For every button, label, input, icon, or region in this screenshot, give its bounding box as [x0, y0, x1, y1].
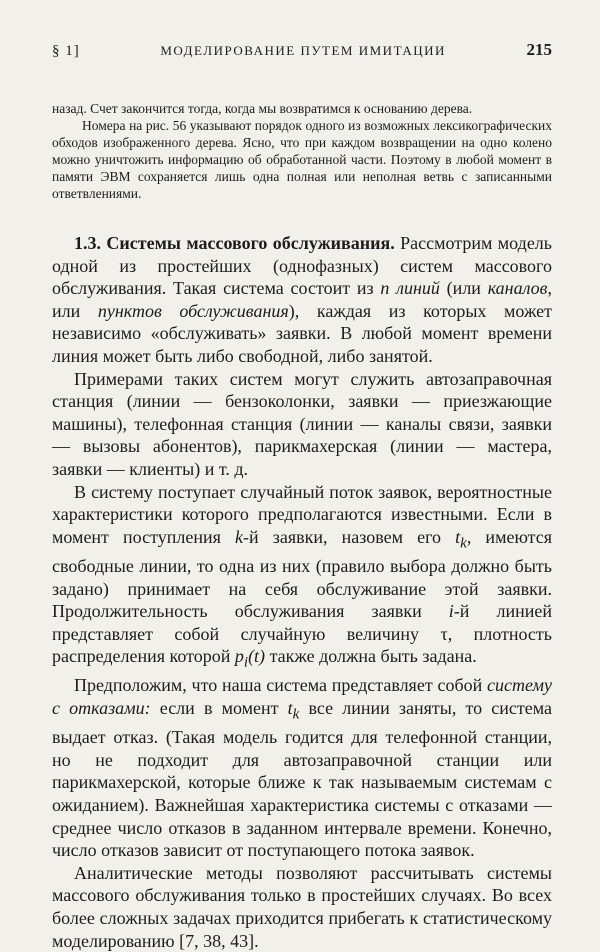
section-paragraph-5: Аналитические методы позволяют рассчитывать системы массового обслуживания только в простейших случаях. Во всех более сложных задачах приходится прибегать к статистическому моделированию [7, 38, 43].	[52, 862, 552, 951]
term-loss-system: систему с отказами:	[52, 675, 552, 719]
section-paragraph-2: Примерами таких систем могут служить автозаправочная станция (линии — бензоколонки, заявки — приезжающие машины), телефонная станция (линии — каналы связи, заявки — вызовы абонентов), парикмахерская (линии — мастера, заявки — клиенты) и т. д.	[52, 368, 552, 479]
term-channels: каналов	[487, 278, 548, 299]
math-t2-sub: k	[292, 706, 300, 723]
section-heading: 1.3. Системы массового обслуживания.	[74, 233, 395, 253]
math-t2: t	[287, 698, 293, 719]
section-paragraph-4: Предположим, что наша система представляет собой систему с отказами: если в момент $t_k$ все линии заняты, то система выдает отказ. (Такая модель годится для телефонной станции, но не подходит для автозаправочной станции или парикмахерской, которые ближе к так называемым системам с ожиданием). Важнейшая характеристика системы с отказами — среднее число отказов в заданном интервале времени. Конечно, число отказов зависит от поступающего потока заявок.	[52, 675, 552, 861]
math-t-sub: k	[460, 535, 467, 552]
section-paragraph-1: 1.3. Системы массового обслуживания. Рассмотрим модель одной из простейших (однофазных) систем массового обслуживания. Такая система состоит из n линий (или каналов, или пунктов обслуживания), каждая из которых может независимо «обслуживать» заявки. В любой момент времени линия может быть либо свободной, либо занятой.	[52, 233, 552, 366]
main-text	[52, 232, 552, 952]
section-paragraph-3: В систему поступает случайный поток заявок, вероятностные характеристики которого предполагаются известными. Если в момент поступления k-й заявки, назовем его $t_k$, имеются свободные линии, то одна из них (правило выбора должно быть задано) принимает на себя обслуживание этой заявки. Продолжительность обслуживания заявки i-й линией представляет собой случайную величину τ, плотность распределения которой $p_i(t)$ также должна быть задана.	[52, 481, 553, 671]
running-title: МОДЕЛИРОВАНИЕ ПУТЕМ ИМИТАЦИИ	[160, 43, 446, 58]
page-number: 215	[526, 40, 552, 59]
small-paragraph-1: назад. Счет закончится тогда, когда мы возвратимся к основанию дерева.	[52, 101, 473, 116]
small-paragraph-2: Номера на рис. 56 указывают порядок одного из возможных лексикографических обходов изображенного дерева. Ясно, что при каждом возвращении на одно колено можно уничтожить информацию об обработанной части. Поэтому в любой момент в памяти ЭВМ сохраняется лишь одна полная или неполная ветвь с записанными ответвлениями.	[52, 118, 552, 201]
running-header	[52, 40, 552, 68]
math-p-arg: (t)	[248, 646, 266, 667]
book-page	[52, 40, 552, 952]
math-k: k	[235, 526, 243, 547]
math-i: i	[448, 601, 454, 622]
math-t: t	[455, 526, 461, 547]
math-p-sub: i	[243, 654, 249, 671]
section-mark: § 1]	[52, 43, 80, 59]
math-p: p	[234, 646, 244, 667]
small-print-block	[52, 100, 552, 202]
term-lines: n линий	[380, 278, 440, 299]
term-service-points: пунктов обслуживания	[97, 300, 289, 321]
